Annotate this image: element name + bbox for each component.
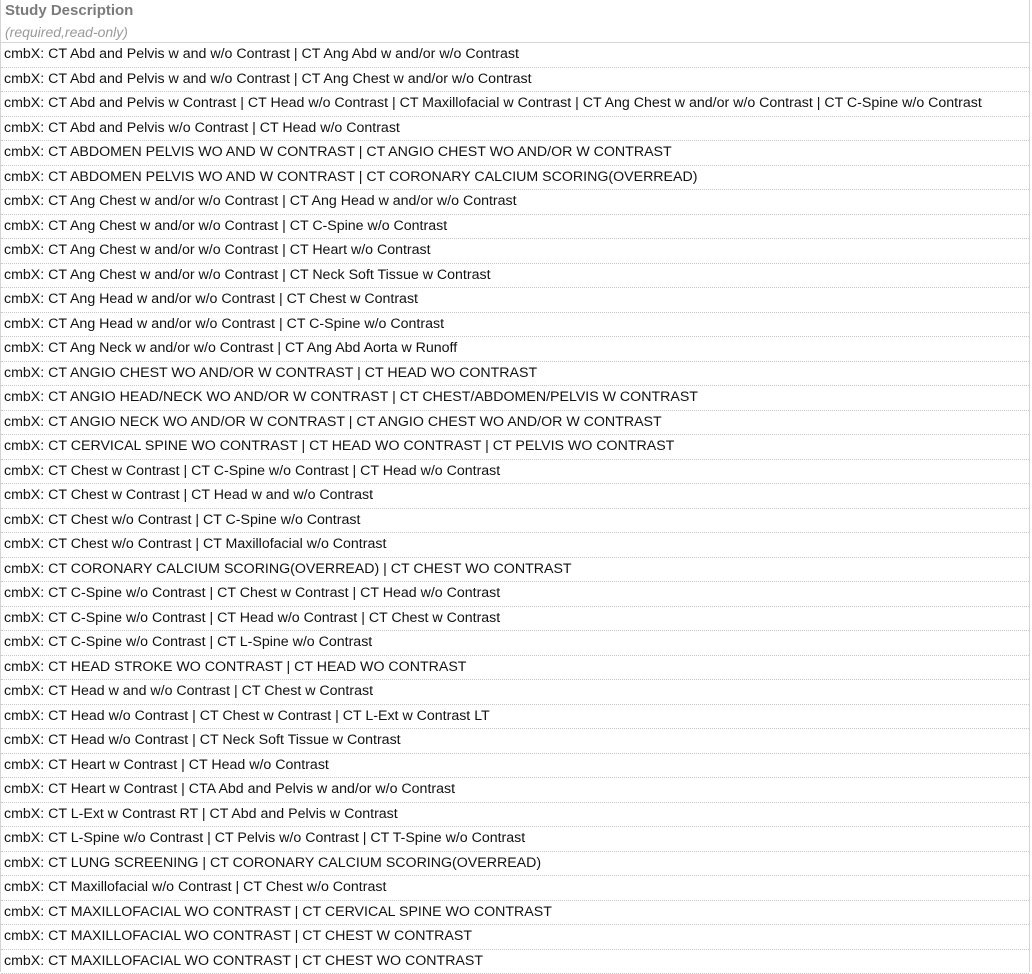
study-description-cell[interactable]: cmbX: CT Head w/o Contrast | CT Chest w Contrast | CT L-Ext w Contrast LT — [1, 705, 1029, 730]
study-description-cell[interactable]: cmbX: CT Chest w/o Contrast | CT C-Spine w/o Contrast — [1, 509, 1029, 534]
study-description-cell[interactable]: cmbX: CT Ang Head w and/or w/o Contrast | CT C-Spine w/o Contrast — [1, 313, 1029, 338]
study-description-cell[interactable]: cmbX: CT Maxillofacial w/o Contrast | CT Chest w/o Contrast — [1, 876, 1029, 901]
study-description-cell[interactable]: cmbX: CT Abd and Pelvis w/o Contrast | CT Head w/o Contrast — [1, 117, 1029, 142]
study-description-cell[interactable]: cmbX: CT ANGIO CHEST WO AND/OR W CONTRAST | CT HEAD WO CONTRAST — [1, 362, 1029, 387]
study-description-cell[interactable]: cmbX: CT Abd and Pelvis w and w/o Contrast | CT Ang Chest w and/or w/o Contrast — [1, 68, 1029, 93]
study-description-cell[interactable]: cmbX: CT Ang Chest w and/or w/o Contrast | CT Ang Head w and/or w/o Contrast — [1, 190, 1029, 215]
study-description-cell[interactable]: cmbX: CT MAXILLOFACIAL WO CONTRAST | CT CHEST W CONTRAST — [1, 925, 1029, 950]
study-description-cell[interactable]: cmbX: CT Abd and Pelvis w and w/o Contrast | CT Ang Abd w and/or w/o Contrast — [1, 43, 1029, 68]
study-description-cell[interactable]: cmbX: CT Ang Chest w and/or w/o Contrast | CT C-Spine w/o Contrast — [1, 215, 1029, 240]
study-description-cell[interactable]: cmbX: CT C-Spine w/o Contrast | CT Chest w Contrast | CT Head w/o Contrast — [1, 582, 1029, 607]
study-description-cell[interactable]: cmbX: CT Head w and w/o Contrast | CT Chest w Contrast — [1, 680, 1029, 705]
study-description-cell[interactable]: cmbX: CT CERVICAL SPINE WO CONTRAST | CT HEAD WO CONTRAST | CT PELVIS WO CONTRAST — [1, 435, 1029, 460]
study-description-cell[interactable]: cmbX: CT CORONARY CALCIUM SCORING(OVERREAD) | CT CHEST WO CONTRAST — [1, 558, 1029, 583]
study-description-cell[interactable]: cmbX: CT Heart w Contrast | CTA Abd and Pelvis w and/or w/o Contrast — [1, 778, 1029, 803]
study-description-list — [1, 43, 1029, 974]
study-description-cell[interactable]: cmbX: CT MAXILLOFACIAL WO CONTRAST | CT CERVICAL SPINE WO CONTRAST — [1, 901, 1029, 926]
study-description-cell[interactable]: cmbX: CT Ang Chest w and/or w/o Contrast | CT Neck Soft Tissue w Contrast — [1, 264, 1029, 289]
study-description-cell[interactable]: cmbX: CT Ang Neck w and/or w/o Contrast | CT Ang Abd Aorta w Runoff — [1, 337, 1029, 362]
study-description-cell[interactable]: cmbX: CT ABDOMEN PELVIS WO AND W CONTRAST | CT ANGIO CHEST WO AND/OR W CONTRAST — [1, 141, 1029, 166]
study-description-cell[interactable]: cmbX: CT Ang Head w and/or w/o Contrast | CT Chest w Contrast — [1, 288, 1029, 313]
study-description-cell[interactable]: cmbX: CT Ang Chest w and/or w/o Contrast | CT Heart w/o Contrast — [1, 239, 1029, 264]
study-description-cell[interactable]: cmbX: CT Chest w Contrast | CT Head w and w/o Contrast — [1, 484, 1029, 509]
column-subheader: (required,read-only) — [1, 22, 1029, 43]
study-description-cell[interactable]: cmbX: CT C-Spine w/o Contrast | CT Head w/o Contrast | CT Chest w Contrast — [1, 607, 1029, 632]
study-description-cell[interactable]: cmbX: CT Abd and Pelvis w Contrast | CT Head w/o Contrast | CT Maxillofacial w Contrast | CT Ang Chest w and/or w/o Contrast | CT C-Spine w/o Contrast — [1, 92, 1029, 117]
study-description-cell[interactable]: cmbX: CT MAXILLOFACIAL WO CONTRAST | CT CHEST WO CONTRAST — [1, 950, 1029, 974]
study-description-cell[interactable]: cmbX: CT Heart w Contrast | CT Head w/o Contrast — [1, 754, 1029, 779]
study-description-cell[interactable]: cmbX: CT LUNG SCREENING | CT CORONARY CALCIUM SCORING(OVERREAD) — [1, 852, 1029, 877]
column-header[interactable]: Study Description — [1, 0, 1029, 22]
study-description-cell[interactable]: cmbX: CT ABDOMEN PELVIS WO AND W CONTRAST | CT CORONARY CALCIUM SCORING(OVERREAD) — [1, 166, 1029, 191]
study-description-cell[interactable]: cmbX: CT Head w/o Contrast | CT Neck Soft Tissue w Contrast — [1, 729, 1029, 754]
study-description-cell[interactable]: cmbX: CT Chest w/o Contrast | CT Maxillofacial w/o Contrast — [1, 533, 1029, 558]
study-description-cell[interactable]: cmbX: CT C-Spine w/o Contrast | CT L-Spine w/o Contrast — [1, 631, 1029, 656]
study-description-cell[interactable]: cmbX: CT ANGIO HEAD/NECK WO AND/OR W CONTRAST | CT CHEST/ABDOMEN/PELVIS W CONTRAST — [1, 386, 1029, 411]
study-description-cell[interactable]: cmbX: CT HEAD STROKE WO CONTRAST | CT HEAD WO CONTRAST — [1, 656, 1029, 681]
study-description-cell[interactable]: cmbX: CT Chest w Contrast | CT C-Spine w/o Contrast | CT Head w/o Contrast — [1, 460, 1029, 485]
study-description-cell[interactable]: cmbX: CT L-Ext w Contrast RT | CT Abd and Pelvis w Contrast — [1, 803, 1029, 828]
study-description-cell[interactable]: cmbX: CT L-Spine w/o Contrast | CT Pelvis w/o Contrast | CT T-Spine w/o Contrast — [1, 827, 1029, 852]
study-description-cell[interactable]: cmbX: CT ANGIO NECK WO AND/OR W CONTRAST | CT ANGIO CHEST WO AND/OR W CONTRAST — [1, 411, 1029, 436]
